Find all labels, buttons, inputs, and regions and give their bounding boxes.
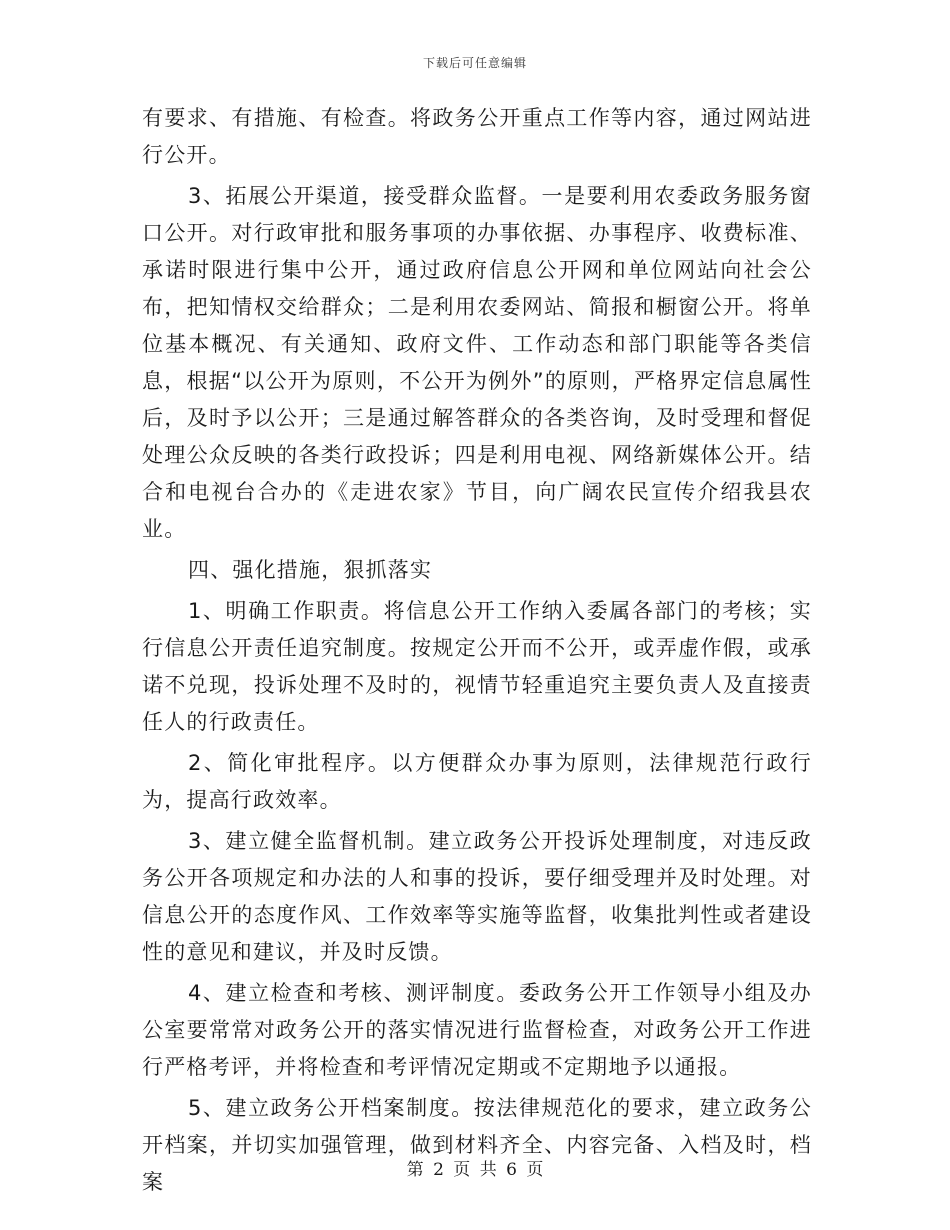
paragraph: 1、明确工作职责。将信息公开工作纳入委属各部门的考核；实行信息公开责任追究制度。按规定公开而不公开，或弄虚作假，或承诺不兑现，投诉处理不及时的，视情节轻重追究主要负责人及直接责任人的行政责任。 bbox=[142, 599, 812, 734]
paragraph: 3、建立健全监督机制。建立政务公开投诉处理制度，对违反政务公开各项规定和办法的人和事的投诉，要仔细受理并及时处理。对信息公开的态度作风、工作效率等实施等监督，收集批判性或者建设性的意见和建议，并及时反馈。 bbox=[142, 829, 812, 964]
page-header: 下载后可任意编辑 bbox=[422, 56, 527, 70]
paragraph: 3、拓展公开渠道，接受群众监督。一是要利用农委政务服务窗口公开。对行政审批和服务事项的办事依据、办事程序、收费标准、承诺时限进行集中公开，通过政府信息公开网和单位网站向社会公布，把知情权交给群众；二是利用农委网站、简报和橱窗公开。将单位基本概况、有关通知、政府文件、工作动态和部门职能等各类信息，根据“以公开为原则，不公开为例外”的原则，严格界定信息属性后，及时予以公开；三是通过解答群众的各类咨询，及时受理和督促处理公众反映的各类行政投诉；四是利用电视、网络新媒体公开。结合和电视台合办的《走进农家》节目，向广阔农民宣传介绍我县农业。 bbox=[142, 184, 812, 541]
paragraph: 2、简化审批程序。以方便群众办事为原则，法律规范行政行为，提高行政效率。 bbox=[142, 751, 812, 812]
paragraph: 5、建立政务公开档案制度。按法律规范化的要求，建立政务公开档案，并切实加强管理，做到材料齐全、内容完备、入档及时，档案 bbox=[142, 1096, 812, 1194]
section-heading: 四、强化措施，狠抓落实 bbox=[188, 558, 433, 582]
document-body bbox=[142, 100, 812, 1205]
paragraph: 有要求、有措施、有检查。将政务公开重点工作等内容，通过网站进行公开。 bbox=[142, 106, 812, 167]
paragraph: 4、建立检查和考核、测评制度。委政务公开工作领导小组及办公室要常常对政务公开的落实情况进行监督检查，对政务公开工作进行严格考评，并将检查和考评情况定期或不定期地予以通报。 bbox=[142, 981, 812, 1079]
page-number: 第 2 页 共 6 页 bbox=[406, 1160, 544, 1180]
